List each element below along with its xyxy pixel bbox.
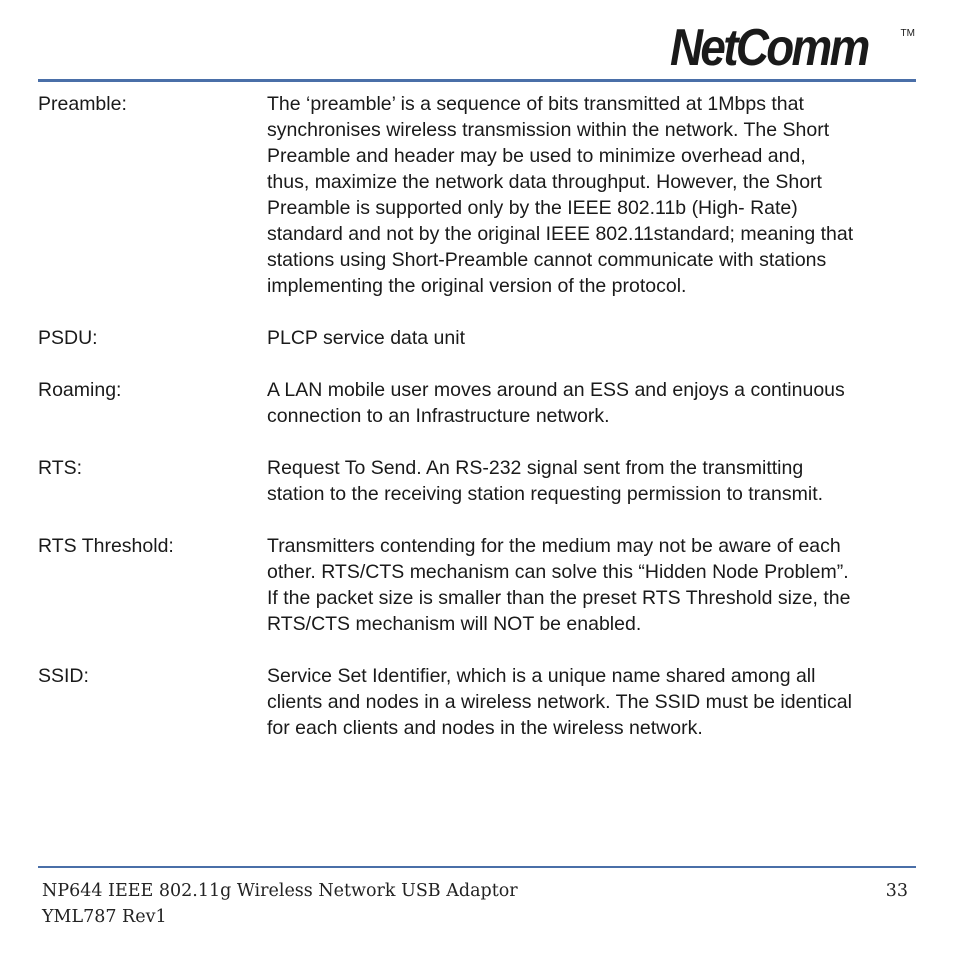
glossary-entry-rts bbox=[38, 455, 918, 507]
glossary-entry-roaming bbox=[38, 377, 918, 429]
glossary-entry-psdu bbox=[38, 325, 918, 351]
glossary-entry-rts-threshold bbox=[38, 533, 918, 637]
glossary-definition: PLCP service data unit bbox=[267, 327, 465, 349]
header-rule bbox=[38, 79, 916, 82]
glossary-list bbox=[38, 91, 918, 767]
page-footer bbox=[42, 878, 912, 930]
glossary-definition: The ‘preamble’ is a sequence of bits transmitted at 1Mbps that synchronises wireless transmission within the network. The Short Preamble and header may be used to minimize overhead and, thus, maximize the network data throughput. However, the Short Preamble is supported only by the IEEE 802.11b (High- Rate) standard and not by the original IEEE 802.11standard; meaning that stations using Short-Preamble cannot communicate with stations implementing the original version of the protocol. bbox=[267, 93, 854, 297]
netcomm-logo bbox=[670, 14, 915, 77]
glossary-term: SSID: bbox=[38, 665, 89, 687]
glossary-definition: Service Set Identifier, which is a unique name shared among all clients and nodes in a wireless network. The SSID must be identical for each clients and nodes in the wireless network. bbox=[267, 665, 852, 739]
glossary-definition: Request To Send. An RS-232 signal sent from the transmitting station to the receiving station requesting permission to transmit. bbox=[267, 457, 824, 505]
footer-rule bbox=[38, 866, 916, 868]
glossary-term: Preamble: bbox=[38, 93, 127, 115]
glossary-term: PSDU: bbox=[38, 327, 98, 349]
glossary-term: RTS Threshold: bbox=[38, 535, 174, 557]
glossary-definition: Transmitters contending for the medium may not be aware of each other. RTS/CTS mechanism can solve this “Hidden Node Problem”. If the packet size is smaller than the preset RTS Threshold size, the RTS/CTS mechanism will NOT be enabled. bbox=[267, 535, 851, 635]
logo-wordmark: NetComm bbox=[670, 19, 868, 77]
footer-doc-code: YML787 Rev1 bbox=[42, 907, 167, 927]
page-number: 33 bbox=[885, 881, 908, 901]
glossary-term: RTS: bbox=[38, 457, 83, 479]
glossary-term: Roaming: bbox=[38, 379, 122, 401]
glossary-entry-ssid bbox=[38, 663, 918, 741]
glossary-entry-preamble bbox=[38, 91, 918, 299]
glossary-definition: A LAN mobile user moves around an ESS and enjoys a continuous connection to an Infrastructure network. bbox=[267, 379, 845, 427]
footer-product-name: NP644 IEEE 802.11g Wireless Network USB Adaptor bbox=[42, 881, 518, 901]
trademark-mark: TM bbox=[900, 28, 915, 39]
